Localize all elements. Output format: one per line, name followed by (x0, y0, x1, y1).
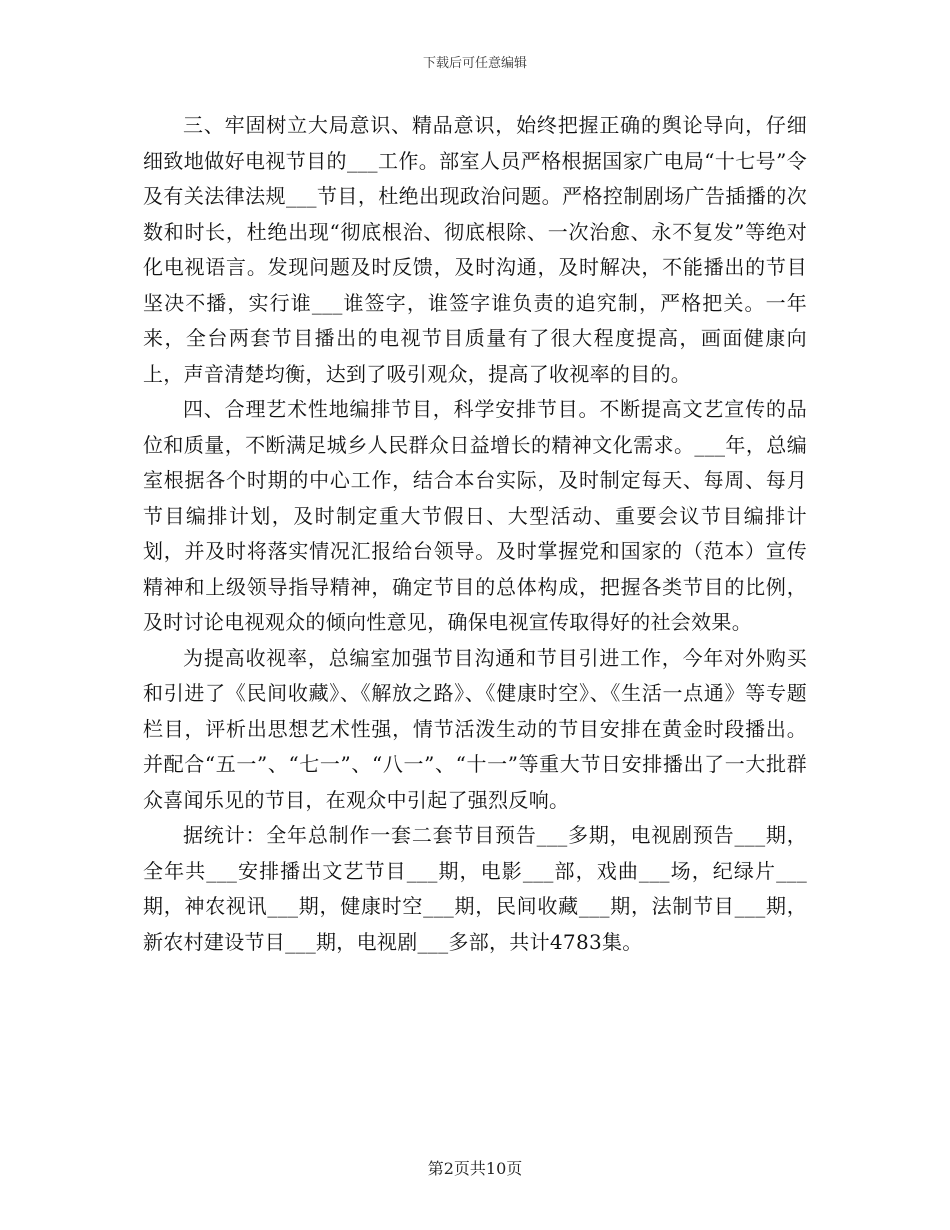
document-body (143, 108, 807, 960)
paragraph-2: 四、合理艺术性地编排节目，科学安排节目。不断提高文艺宣传的品位和质量，不断满足城乡人民群众日益增长的精神文化需求。___年，总编室根据各个时期的中心工作，结合本台实际，及时制定每天、每周、每月节目编排计划，及时制定重大节假日、大型活动、重要会议节目编排计划，并及时将落实情况汇报给台领导。及时掌握党和国家的（范本）宣传精神和上级领导指导精神，确定节目的总体构成，把握各类节目的比例，及时讨论电视观众的倾向性意见，确保电视宣传取得好的社会效果。 (143, 397, 807, 634)
page-number: 第2页共10页 (427, 1159, 523, 1178)
paragraph-3: 为提高收视率，总编室加强节目沟通和节目引进工作，今年对外购买和引进了《民间收藏》、《解放之路》、《健康时空》、《生活一点通》等专题栏目，评析出思想艺术性强，情节活泼生动的节目安排在黄金时段播出。并配合“五一”、“七一”、“八一”、“十一”等重大节日安排播出了一大批群众喜闻乐见的节目，在观众中引起了强烈反响。 (143, 645, 807, 812)
paragraph-4: 据统计：全年总制作一套二套节目预告___多期，电视剧预告___期，全年共___安排播出文艺节目___期，电影___部，戏曲___场，纪绿片___期，神农视讯___期，健康时空___期，民间收藏___期，法制节目___期，新农村建设节目___期，电视剧___多部，共计4783集。 (143, 823, 807, 954)
page-header: 下载后可任意编辑 (422, 56, 527, 71)
paragraph-1: 三、牢固树立大局意识、精品意识，始终把握正确的舆论导向，仔细细致地做好电视节目的___工作。部室人员严格根据国家广电局“十七号”令及有关法律法规___节目，杜绝出现政治问题。严格控制剧场广告插播的次数和时长，杜绝出现“彻底根治、彻底根除、一次治愈、永不复发”等绝对化电视语言。发现问题及时反馈，及时沟通，及时解决，不能播出的节目坚决不播，实行谁___谁签字，谁签字谁负责的追究制，严格把关。一年来，全台两套节目播出的电视节目质量有了很大程度提高，画面健康向上，声音清楚均衡，达到了吸引观众，提高了收视率的目的。 (143, 113, 807, 386)
